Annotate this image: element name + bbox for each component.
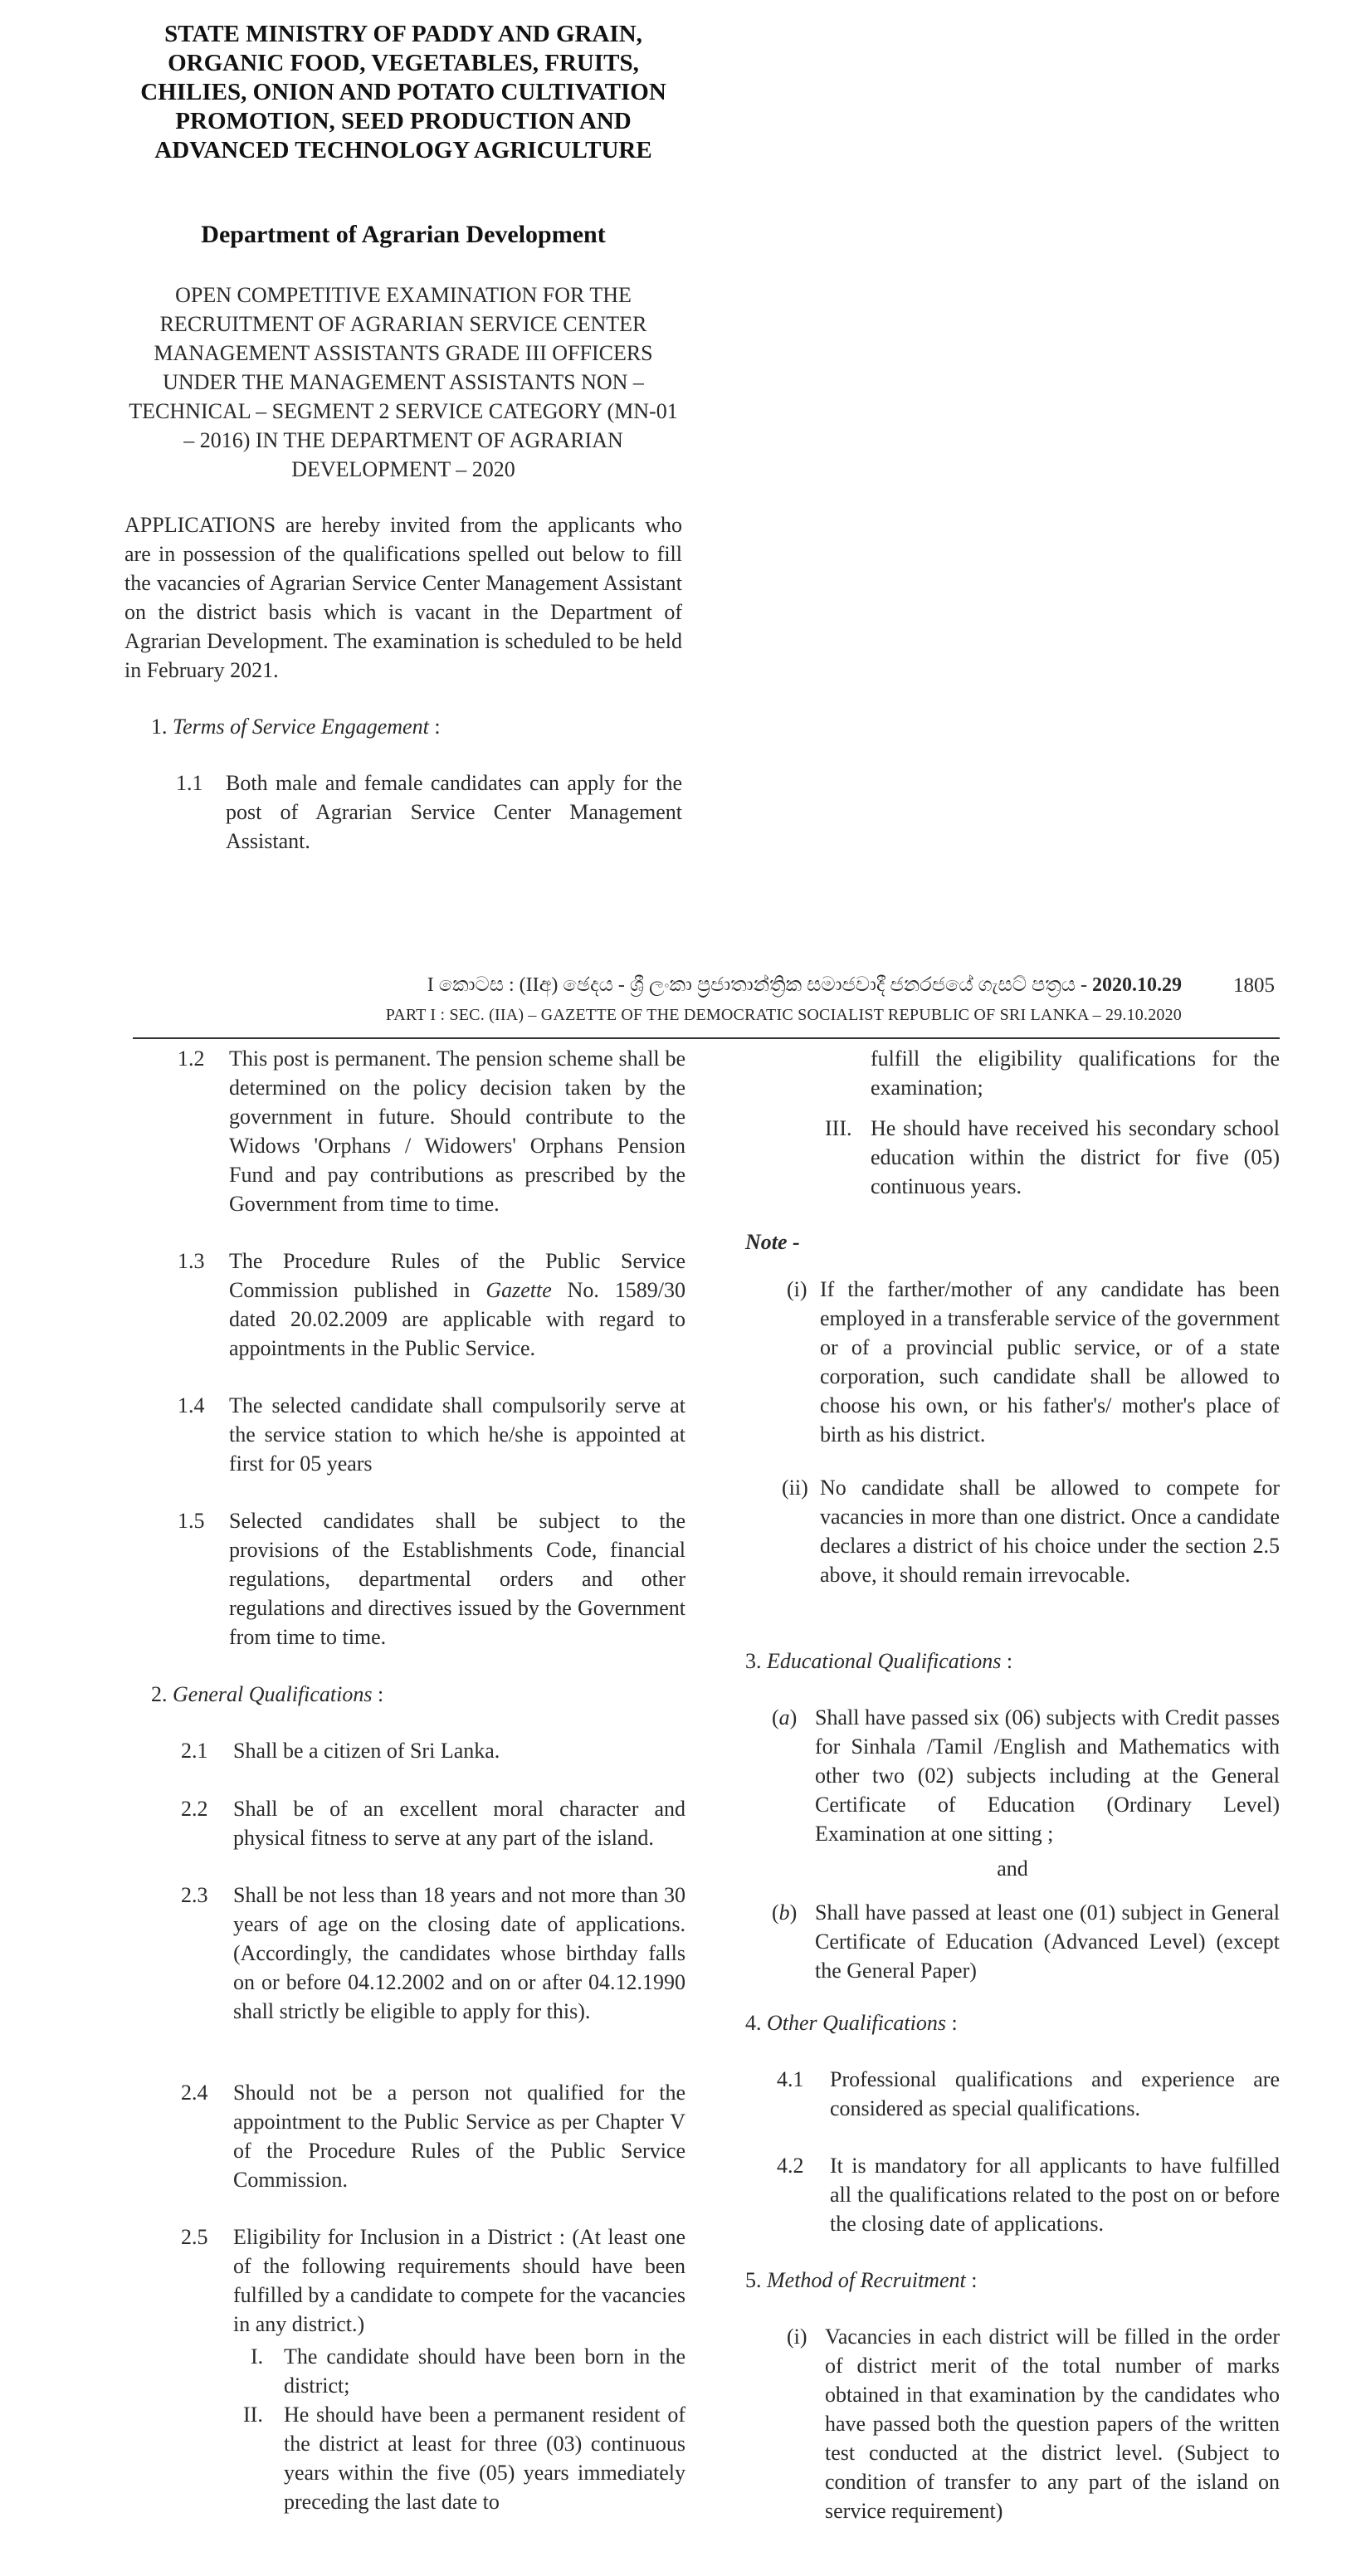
item-number: 4.2	[777, 2154, 804, 2178]
item-text: This post is permanent. The pension scheme shall be determined on the policy decision taken by the government in future. Should contribute to the Widows 'Orphans / Widowers' Orphans Pension Fund and pay contributions as prescribed by the Government from time to time.	[229, 1046, 685, 1216]
item-text: Shall have passed at least one (01) subject in General Certificate of Education (Advanced Level) (except the General Paper)	[815, 1900, 1280, 1983]
gazette-header-english: PART I : SEC. (IIA) – GAZETTE OF THE DEMOCRATIC SOCIALIST REPUBLIC OF SRI LANKA – 29.10.2020	[385, 1006, 1182, 1024]
section-colon: :	[1001, 1649, 1013, 1673]
section-title: General Qualifications	[173, 1682, 373, 1706]
letter-item-number	[772, 1703, 797, 1732]
section-number: 3.	[745, 1649, 762, 1673]
item-number: 1.2	[178, 1046, 205, 1071]
item-number: 2.1	[181, 1739, 208, 1763]
note-label: Note -	[745, 1230, 800, 1254]
note-number: (ii)	[782, 1476, 808, 1500]
header-sinhala-text: I කොටස : (IIඅ) ඡෙදය - ශ්‍රී ලංකා ප්‍රජාතාන්ත්‍රික සමාජවාදී ජනරජයේ ගැසට් පත්‍රය -	[427, 974, 1092, 996]
item-text: Eligibility for Inclusion in a District : (At least one of the following requirements should have been fulfilled by a candidate to compete for the vacancies in any district.)	[233, 2225, 685, 2336]
item-number: 1.5	[178, 1509, 205, 1533]
item-letter: a	[778, 1705, 790, 1730]
item-text: Vacancies in each district will be filled in the order of district merit of the total number of marks obtained in that examination by the candidates who have passed both the question papers of the written test conducted at the district level. (Subject to condition of transfer to any part of the island on service requirement)	[825, 2325, 1280, 2523]
item-text: Professional qualifications and experience are considered as special qualifications.	[830, 2067, 1280, 2120]
item-number: 1.3	[178, 1249, 205, 1273]
item-text-part: No. 1589/30 dated 20.02.2009 are applicable with regard to appointments in the Public Service.	[229, 1278, 686, 1360]
item-text: It is mandatory for all applicants to have fulfilled all the qualifications related to the post on or before the closing date of applications.	[830, 2154, 1280, 2236]
intro-paragraph: APPLICATIONS are hereby invited from the applicants who are in possession of the qualifications spelled out below to fill the vacancies of Agrarian Service Center Management Assistant on the district basis which is vacant in the Department of Agrarian Development. The examination is scheduled to be held in February 2021.	[124, 513, 682, 682]
item-number: 1.4	[178, 1393, 205, 1417]
section-title: Educational Qualifications	[767, 1649, 1002, 1673]
item-number: (i)	[787, 2325, 807, 2349]
exam-title: OPEN COMPETITIVE EXAMINATION FOR THE RECRUITMENT OF AGRARIAN SERVICE CENTER MANAGEMENT ASSISTANTS GRADE III OFFICERS UNDER THE MANAGEMENT ASSISTANTS NON – TECHNICAL – SEGMENT 2 SERVICE CATEGORY (MN-01 – 2016) IN THE DEPARTMENT OF AGRARIAN DEVELOPMENT – 2020	[129, 283, 678, 481]
item-number: 2.2	[181, 1797, 208, 1821]
section-number: 2.	[151, 1682, 168, 1706]
item-text: Shall have passed six (06) subjects with Credit passes for Sinhala /Tamil /English and Mathematics with other two (02) subjects including at the General Certificate of Education (Ordinary Level) Examination at one sitting ;	[815, 1705, 1280, 1846]
department-title: Department of Agrarian Development	[201, 221, 606, 248]
sub-item-number: I.	[251, 2344, 264, 2369]
sub-item-number: II.	[243, 2403, 263, 2427]
item-number: 4.1	[777, 2067, 804, 2091]
section-colon: :	[428, 715, 441, 739]
paren: (	[772, 1900, 779, 1925]
section-colon: :	[965, 2268, 978, 2292]
item-text: Shall be not less than 18 years and not more than 30 years of age on the closing date of applications. (Accordingly, the candidates whose birthday falls on or before 04.12.2002 and on or after 04.12.1990 shall strictly be eligible to apply for this).	[233, 1883, 685, 2023]
item-text: Both male and female candidates can apply for the post of Agrarian Service Center Management Assistant.	[226, 771, 682, 853]
item-text: Selected candidates shall be subject to the provisions of the Establishments Code, financial regulations, departmental orders and other regulations and directives issued by the Government from time to time.	[229, 1509, 685, 1649]
note-text: No candidate shall be allowed to compete for vacancies in more than one district. Once a candidate declares a district of his choice under the section 2.5 above, it should remain irrevocable.	[820, 1476, 1280, 1587]
sub-item-text: He should have been a permanent resident of the district at least for three (03) continuous years within the five (05) years immediately preceding the last date to	[284, 2403, 685, 2514]
section-4-heading	[745, 2008, 958, 2037]
note-text: If the farther/mother of any candidate has been employed in a transferable service of the government or of a provincial public service, or of a state corporation, such candidate shall be allowed to choose his own, or his father's/ mother's place of birth as his district.	[820, 1277, 1280, 1447]
item-number: 1.1	[176, 771, 203, 795]
section-2-heading	[151, 1680, 383, 1709]
section-title: Terms of Service Engagement	[173, 715, 429, 739]
gazette-italic: Gazette	[485, 1278, 552, 1302]
item-number: 2.4	[181, 2081, 208, 2105]
item-number: 2.3	[181, 1883, 208, 1907]
item-text	[229, 1247, 685, 1363]
sub-item-text-continued: fulfill the eligibility qualifications for the examination;	[871, 1046, 1280, 1100]
section-number: 4.	[745, 2011, 762, 2035]
item-text: Shall be of an excellent moral character and physical fitness to serve at any part of the island.	[233, 1797, 685, 1850]
item-text: The selected candidate shall compulsorily serve at the service station to which he/she is appointed at first for 05 years	[229, 1393, 685, 1476]
header-divider	[133, 1037, 1280, 1039]
section-colon: :	[945, 2011, 958, 2035]
ministry-title: STATE MINISTRY OF PADDY AND GRAIN, ORGANIC FOOD, VEGETABLES, FRUITS, CHILIES, ONION AND POTATO CULTIVATION PROMOTION, SEED PRODUCTION AND ADVANCED TECHNOLOGY AGRICULTURE	[140, 21, 666, 163]
item-text: Shall be a citizen of Sri Lanka.	[233, 1739, 500, 1763]
item-text-part: The Procedure Rules of the Public Service Commission published in	[229, 1249, 685, 1302]
section-title: Method of Recruitment	[767, 2268, 966, 2292]
section-1-heading	[151, 712, 441, 741]
sub-item-number: III.	[825, 1116, 852, 1140]
note-number: (i)	[787, 1277, 807, 1301]
sub-item-text: The candidate should have been born in the district;	[284, 2344, 685, 2398]
letter-item-number	[772, 1898, 797, 1927]
item-number: 2.5	[181, 2225, 208, 2249]
paren: (	[772, 1705, 779, 1730]
page-number: 1805	[1233, 974, 1275, 997]
section-number: 5.	[745, 2268, 762, 2292]
section-title: Other Qualifications	[767, 2011, 946, 2035]
item-text: Should not be a person not qualified for the appointment to the Public Service as per Chapter V of the Procedure Rules of the Public Service Commission.	[233, 2081, 685, 2192]
section-5-heading	[745, 2266, 977, 2295]
section-3-heading	[745, 1647, 1012, 1676]
paren: )	[789, 1900, 798, 1925]
section-colon: :	[372, 1682, 384, 1706]
header-date: 2020.10.29	[1092, 974, 1182, 996]
section-number: 1.	[151, 715, 168, 739]
and-connector: and	[997, 1856, 1028, 1881]
gazette-header-sinhala	[284, 974, 1182, 997]
item-letter: b	[778, 1900, 790, 1925]
paren: )	[789, 1705, 798, 1730]
sub-item-text: He should have received his secondary school education within the district for five (05) continuous years.	[871, 1116, 1280, 1198]
